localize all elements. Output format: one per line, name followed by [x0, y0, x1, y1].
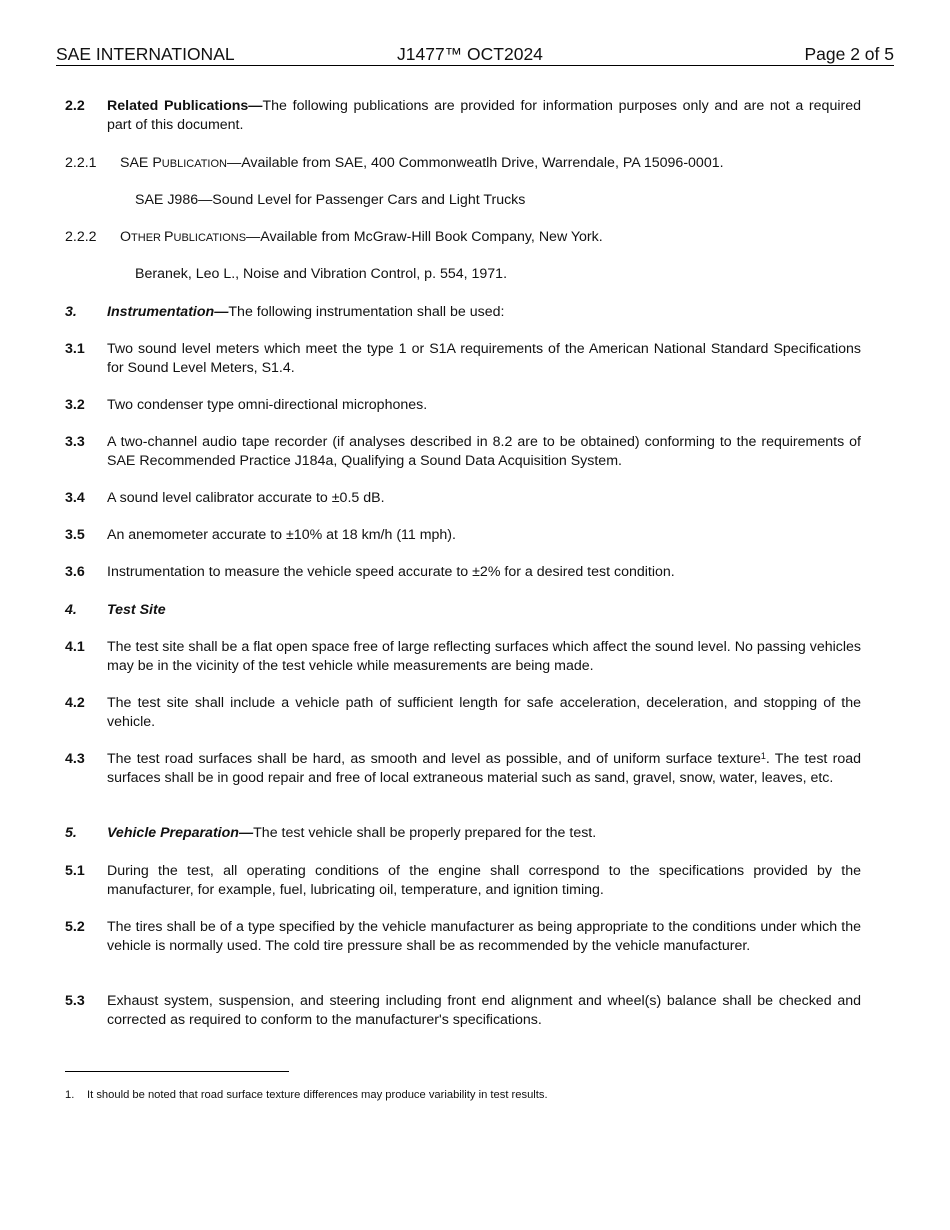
page-header — [56, 43, 894, 66]
section-text: The tires shall be of a type specified by the vehicle manufacturer as being appropriate to the conditions under which the vehicle is normally used. The cold tire pressure shall be as recommended by the vehicle manufacturer. — [107, 919, 861, 954]
section-text: . The test road surfaces shall be in good repair and free of local extraneous material such as sand, gravel, snow, water, leaves, etc. — [107, 751, 861, 786]
section-4-3 — [65, 750, 861, 788]
section-text: The following instrumentation shall be used: — [228, 304, 505, 320]
section-5-3 — [65, 992, 861, 1030]
section-2-2-2 — [65, 228, 861, 248]
section-5-2 — [65, 918, 861, 956]
section-body — [120, 154, 861, 174]
section-number: 5. — [65, 825, 77, 841]
section-title-cap: SAE P — [120, 155, 162, 171]
section-text: A sound level calibrator accurate to ±0.5 dB. — [107, 490, 385, 506]
section-3-5 — [65, 526, 861, 545]
section-title-smallcaps: THER — [131, 232, 165, 244]
section-number: 4.3 — [65, 751, 85, 767]
section-number: 2.2.1 — [65, 155, 97, 171]
header-doc-id: J1477™ OCT2024 — [397, 44, 543, 64]
footnote-text: It should be noted that road surface texture differences may produce variability in test results. — [87, 1089, 548, 1101]
section-text: The test vehicle shall be properly prepared for the test. — [253, 825, 597, 841]
section-body — [107, 601, 861, 620]
section-text: During the test, all operating conditions of the engine shall correspond to the specifications provided by the manufacturer, for example, fuel, lubricating oil, temperature, and ignition timing. — [107, 863, 861, 898]
section-text: Instrumentation to measure the vehicle speed accurate to ±2% for a desired test condition. — [107, 564, 675, 580]
section-body — [107, 97, 861, 135]
section-text: Exhaust system, suspension, and steering including front end alignment and wheel(s) balance shall be checked and corrected as required to conform to the manufacturer's specifications. — [107, 993, 861, 1028]
header-page-number: Page 2 of 5 — [804, 44, 894, 64]
section-title: Instrumentation— — [107, 304, 229, 320]
section-4-1 — [65, 638, 861, 676]
section-title-smallcaps: UBLICATIONS — [173, 232, 247, 244]
section-body — [107, 824, 861, 843]
section-number: 3.4 — [65, 490, 85, 506]
publication-item: SAE J986—Sound Level for Passenger Cars and Light Trucks — [135, 192, 526, 208]
section-5-1 — [65, 862, 861, 900]
section-text: The following publications are provided for information purposes only and are not a required part of this document. — [107, 98, 861, 133]
section-4-2 — [65, 694, 861, 732]
section-body — [107, 303, 861, 322]
section-number: 2.2.2 — [65, 229, 97, 245]
section-number: 4.1 — [65, 639, 85, 655]
section-text: The test road surfaces shall be hard, as smooth and level as possible, and of uniform surface texture — [107, 751, 761, 767]
section-number: 3.1 — [65, 341, 85, 357]
footnote-number: 1. — [65, 1089, 75, 1101]
section-3-2 — [65, 396, 861, 415]
section-title: Related Publications— — [107, 98, 263, 114]
section-3-6 — [65, 563, 861, 582]
section-number: 3.6 — [65, 564, 85, 580]
footnote-reference[interactable]: 1 — [760, 751, 766, 761]
section-3-3 — [65, 433, 861, 471]
section-text: An anemometer accurate to ±10% at 18 km/h (11 mph). — [107, 527, 456, 543]
section-number: 4. — [65, 602, 77, 618]
section-text: A two-channel audio tape recorder (if analyses described in 8.2 are to be obtained) conforming to the requirements of SAE Recommended Practice J184a, Qualifying a Sound Data Acquisition System. — [107, 434, 861, 469]
footnote — [65, 1088, 548, 1102]
section-number: 3. — [65, 304, 77, 320]
section-text: —Available from SAE, 400 Commonweatlh Drive, Warrendale, PA 15096-0001. — [227, 155, 724, 171]
section-title: Vehicle Preparation— — [107, 825, 254, 841]
section-4 — [65, 601, 861, 620]
header-org: SAE INTERNATIONAL — [56, 44, 235, 64]
section-5 — [65, 824, 861, 843]
section-number: 4.2 — [65, 695, 85, 711]
section-number: 2.2 — [65, 98, 85, 114]
section-text: —Available from McGraw-Hill Book Company, New York. — [246, 229, 603, 245]
section-number: 5.3 — [65, 993, 85, 1009]
section-body — [107, 750, 861, 788]
section-number: 5.2 — [65, 919, 85, 935]
section-title: Test Site — [107, 602, 166, 618]
section-number: 5.1 — [65, 863, 85, 879]
section-number: 3.3 — [65, 434, 85, 450]
section-text: The test site shall include a vehicle path of sufficient length for safe acceleration, deceleration, and stopping of the vehicle. — [107, 695, 861, 730]
section-3-1 — [65, 340, 861, 378]
section-3 — [65, 303, 861, 322]
section-body — [120, 228, 861, 248]
footnote-divider — [65, 1071, 289, 1072]
section-title-cap: O — [120, 229, 132, 245]
section-text: The test site shall be a flat open space free of large reflecting surfaces which affect the sound level. No passing vehicles may be in the vicinity of the test vehicle while measurements are being made. — [107, 639, 861, 674]
section-text: Two sound level meters which meet the type 1 or S1A requirements of the American National Standard Specifications for Sound Level Meters, S1.4. — [107, 341, 861, 376]
section-3-4 — [65, 489, 861, 508]
section-title-smallcaps: UBLICATION — [161, 158, 227, 170]
publication-item: Beranek, Leo L., Noise and Vibration Control, p. 554, 1971. — [135, 266, 508, 282]
section-number: 3.5 — [65, 527, 85, 543]
section-2-2 — [65, 97, 861, 135]
section-title-cap: P — [164, 229, 174, 245]
section-number: 3.2 — [65, 397, 85, 413]
section-text: Two condenser type omni-directional microphones. — [107, 397, 428, 413]
section-2-2-1 — [65, 154, 861, 174]
